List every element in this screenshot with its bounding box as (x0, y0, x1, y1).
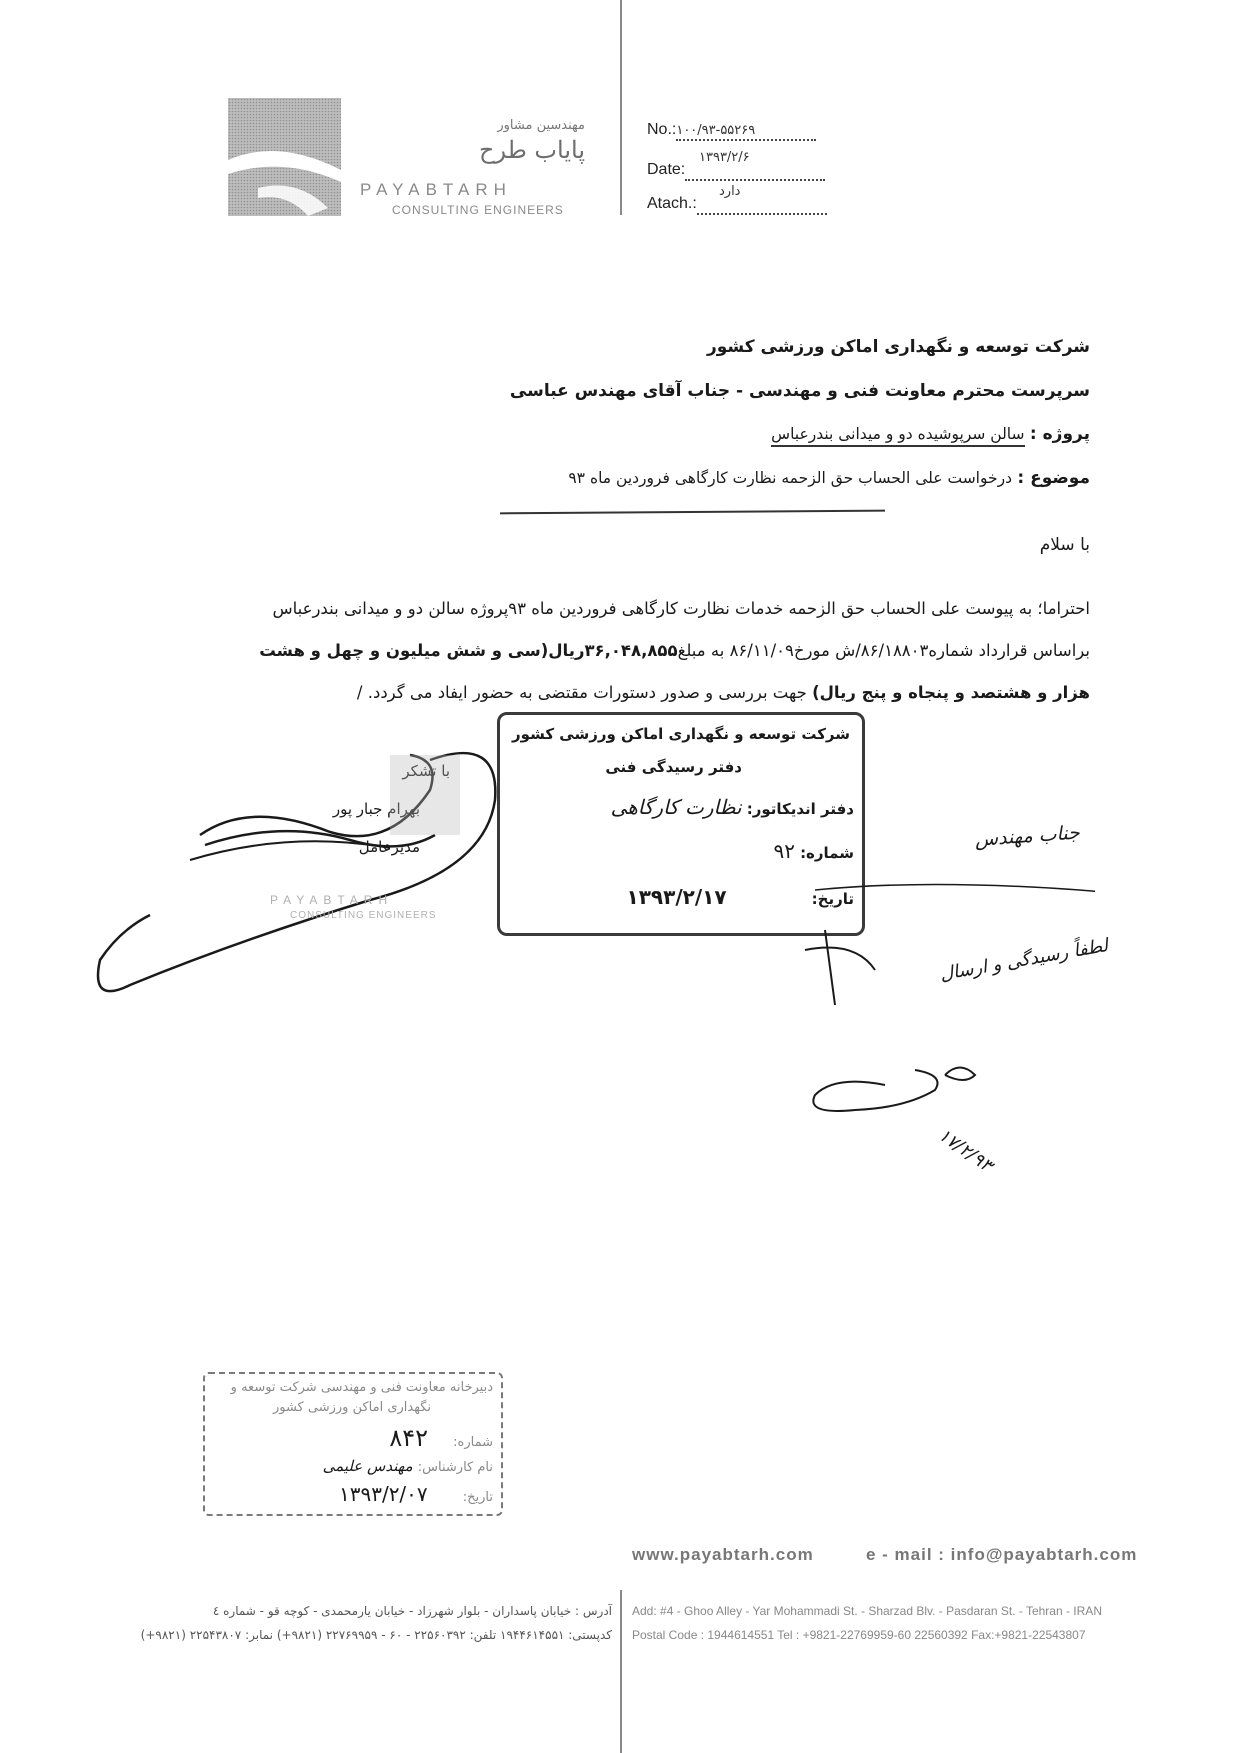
signature-closing: با تشکر (402, 762, 450, 780)
signature-name: بهرام جبار پور (332, 800, 420, 818)
logo-company-en: PAYABTARH (360, 180, 512, 199)
secretariat-stamp-line-1: دبیرخانه معاونت فنی و مهندسی شرکت توسعه و (230, 1380, 493, 1395)
subject-value: درخواست علی الحساب حق الزحمه نظارت کارگاهی فروردین ماه ۹۳ (568, 469, 1012, 487)
logo-company-fa-small: مهندسین مشاور (497, 118, 585, 133)
ref-number-row (647, 121, 827, 141)
secretariat-date-label: تاریخ: (462, 1490, 493, 1505)
logo-company-fa: پایاب طرح (478, 136, 585, 164)
addressee-recipient: سرپرست محترم معاونت فنی و مهندسی - جناب آقای مهندس عباسی (509, 381, 1090, 401)
subject-underline (500, 510, 885, 515)
secretariat-date-row (339, 1482, 493, 1506)
ref-number-value: ۱۰۰/۹۳-۵۵۲۶۹ (676, 123, 756, 138)
secretariat-number-value: ۸۴۲ (389, 1424, 429, 1452)
footer-postal-en: Postal Code : 1944614551 Tel : +9821-22769959-60 22560392 Fax:+9821-22543807 (632, 1628, 1086, 1642)
body-line-1: احتراما؛ به پیوست علی الحساب حق الزحمه خدمات نظارت کارگاهی فروردین ماه ۹۳پروژه سالن دو و میدانی بندرعباس (272, 599, 1090, 618)
note-line-2: لطفاً رسیدگی و ارسال (938, 934, 1110, 986)
manager-signature-icon (90, 740, 520, 1010)
footer-postal-fa: کدپستی: ۱۹۴۴۶۱۴۵۵۱ تلفن: ۲۲۵۶۰۳۹۲ - ۶۰ - ۲۲۷۶۹۹۵۹ (۹۸۲۱+) نمابر: ۲۲۵۴۳۸۰۷ (۹۸۲۱+) (140, 1628, 612, 1642)
body-line-2-plain: براساس قرارداد شماره۸۶/۱۸۸۰۳/ش مورخ۸۶/۱۱/۰۹ به مبلغ (677, 641, 1090, 660)
project-label: پروژه : (1029, 424, 1090, 444)
signature-company-stamp (270, 890, 490, 920)
receipt-indicator-value: نظارت کارگاهی (610, 795, 742, 819)
body-paragraph (160, 588, 1090, 714)
body-line-2 (160, 630, 1090, 672)
secretariat-name-row (323, 1456, 493, 1475)
faded-company-stamp-icon (270, 890, 490, 920)
note-line-1: جناب مهندس (974, 821, 1081, 851)
greeting: با سلام (1039, 535, 1090, 555)
subject-label: موضوع : (1017, 468, 1090, 488)
logo-mark-icon (228, 98, 341, 216)
body-line-3 (160, 672, 1090, 714)
receipt-indicator-label: دفتر اندیکاتور: (746, 800, 854, 818)
body-line-3-amount: هزار و هشتصد و پنجاه و پنج ریال) (812, 683, 1090, 702)
subject-line (568, 468, 1090, 488)
receipt-number-value: ۹۲ (773, 839, 795, 863)
footer-website: www.payabtarh.com (632, 1545, 814, 1564)
project-line (771, 424, 1090, 444)
ref-date-row (647, 150, 827, 181)
logo-company-en-sub: CONSULTING ENGINEERS (392, 203, 564, 217)
footer-address-fa: آدرس : خیابان پاسداران - بلوار شهرزاد - خیابان یارمحمدی - کوچه قو - شماره ٤ (212, 1604, 612, 1618)
secretariat-name-label: نام کارشناس: (417, 1460, 493, 1475)
svg-text:PAYABTARH: PAYABTARH (270, 893, 394, 907)
ref-attach-row (647, 184, 827, 215)
footer-email: e - mail : info@payabtarh.com (866, 1545, 1138, 1564)
secretariat-stamp (203, 1372, 503, 1516)
ref-number-label: No.: (647, 121, 677, 138)
project-value: سالن سرپوشیده دو و میدانی بندرعباس (771, 425, 1024, 447)
ref-date-label: Date: (647, 161, 686, 178)
body-line-2-amount: ۳۶,۰۴۸,۸۵۵ریال(سی و شش میلیون و چهل و هشت (259, 641, 678, 660)
receipt-stamp-office: دفتر رسیدگی فنی (605, 758, 742, 776)
receipt-number-label: شماره: (800, 844, 854, 862)
signature-title: مدیرعامل (358, 838, 420, 856)
secretariat-name-value: مهندس علیمی (322, 1457, 413, 1475)
company-logo (228, 98, 341, 216)
note-date: ۱۷/۲/۹۳ (934, 1124, 997, 1177)
ref-attach-label: Atach.: (647, 195, 697, 212)
footer-address-en: Add: #4 - Ghoo Alley - Yar Mohammadi St. - Sharzad Blv. - Pasdaran St. - Tehran - IRAN (632, 1604, 1102, 1618)
receipt-stamp-org: شرکت توسعه و نگهداری اماکن ورزشی کشور (512, 725, 850, 743)
ref-attach-value: دارد (719, 184, 741, 199)
secretariat-number-label: شماره: (453, 1435, 493, 1450)
svg-text:CONSULTING ENGINEERS: CONSULTING ENGINEERS (290, 910, 437, 920)
secretariat-stamp-line-2: نگهداری اماکن ورزشی کشور (272, 1400, 431, 1415)
receipt-date-label: تاریخ: (811, 890, 854, 908)
body-line-3-plain: جهت بررسی و صدور دستورات مقتضی به حضور ایفاد می گردد. / (356, 683, 807, 702)
ref-date-value: ۱۳۹۳/۲/۶ (699, 150, 750, 165)
note-handwriting-icon (795, 880, 1095, 1160)
receipt-date-value: ۱۳۹۳/۲/۱۷ (626, 885, 727, 909)
receipt-indicator-row (611, 795, 854, 819)
addressee-company: شرکت توسعه و نگهداری اماکن ورزشی کشور (706, 337, 1090, 357)
secretariat-date-value: ۱۳۹۳/۲/۰۷ (338, 1482, 428, 1506)
margin-line-top (620, 0, 622, 215)
margin-line-bottom (620, 1590, 622, 1753)
secretariat-number-row (389, 1424, 493, 1452)
